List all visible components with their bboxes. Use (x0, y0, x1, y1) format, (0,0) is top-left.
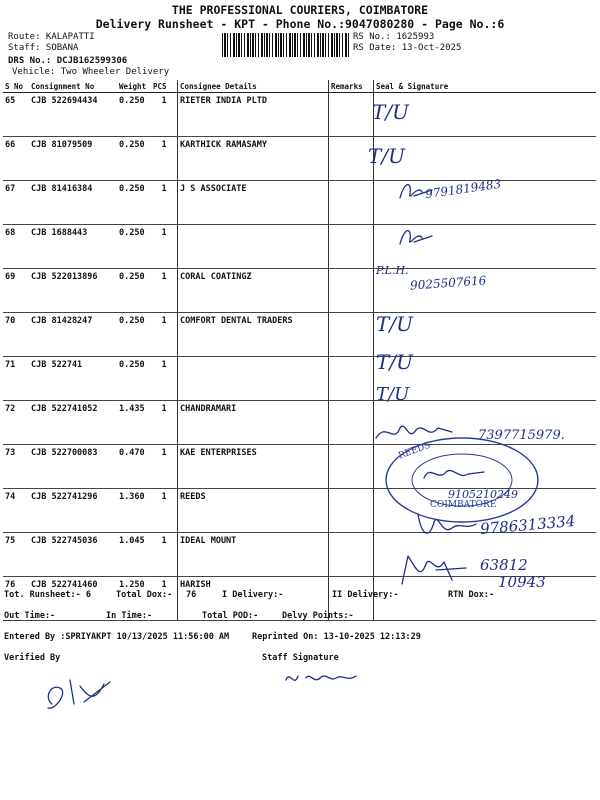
col-seal: Seal & Signature (374, 80, 597, 93)
barcode (222, 33, 350, 57)
cell-pcs: 1 (151, 313, 178, 357)
handwritten-tu-71: T/U (376, 350, 413, 374)
cell-remarks (329, 445, 374, 489)
cell-remarks (329, 533, 374, 577)
cell-pcs: 1 (151, 93, 178, 137)
table-row (3, 93, 596, 137)
cell-remarks (329, 137, 374, 181)
cell-consignee: COMFORT DENTAL TRADERS (178, 313, 329, 357)
drs-number: DRS No.: DCJB162599306 (8, 56, 128, 66)
cell-consignment: CJB 522694434 (29, 93, 117, 137)
total-dox-label: Total Dox:- (116, 590, 173, 600)
cell-consignment: CJB 522745036 (29, 533, 117, 577)
total-runsheet: Tot. Runsheet:- 6 (4, 590, 91, 600)
delvy-points: Delvy Points:- (282, 611, 354, 621)
signature-74 (420, 462, 490, 486)
handwritten-num-76a: 63812 (480, 556, 528, 574)
company-title: THE PROFESSIONAL COURIERS, COIMBATORE (171, 3, 429, 17)
table-row (3, 313, 596, 357)
cell-pcs: 1 (151, 533, 178, 577)
cell-consignee: J S ASSOCIATE (178, 181, 329, 225)
cell-weight: 0.250 (117, 93, 151, 137)
cell-weight: 1.435 (117, 401, 151, 445)
handwritten-tu-66: T/U (368, 144, 405, 168)
cell-consignment: CJB 81416384 (29, 181, 117, 225)
cell-weight: 1.250 (117, 577, 151, 621)
cell-consignee (178, 225, 329, 269)
cell-consignment: CJB 522013896 (29, 269, 117, 313)
signature-76 (396, 550, 476, 590)
cell-sno: 72 (3, 401, 29, 445)
cell-pcs: 1 (151, 401, 178, 445)
handwritten-phone-67: 9791819483 (424, 176, 502, 202)
cell-sno: 67 (3, 181, 29, 225)
i-delivery: I Delivery:- (222, 590, 284, 600)
vehicle-label: Vehicle: Two Wheeler Delivery (12, 67, 170, 77)
cell-weight: 1.045 (117, 533, 151, 577)
stamp-text-bottom: COIMBATORE (430, 500, 497, 510)
cell-weight: 0.250 (117, 313, 151, 357)
stamp-text-top: REEDS (397, 440, 433, 462)
cell-pcs: 1 (151, 137, 178, 181)
verified-by: Verified By (4, 653, 61, 663)
cell-weight: 0.250 (117, 269, 151, 313)
handwritten-phone-73: 7397715979. (478, 428, 565, 443)
staff-signature-label: Staff Signature (262, 653, 339, 663)
cell-sno: 68 (3, 225, 29, 269)
cell-pcs: 1 (151, 269, 178, 313)
cell-sno: 69 (3, 269, 29, 313)
cell-consignment: CJB 522700083 (29, 445, 117, 489)
total-pod: Total POD:- (202, 611, 259, 621)
cell-weight: 0.250 (117, 181, 151, 225)
cell-consignment: CJB 522741 (29, 357, 117, 401)
cell-pcs: 1 (151, 181, 178, 225)
cell-remarks (329, 93, 374, 137)
cell-weight: 0.470 (117, 445, 151, 489)
ii-delivery: II Delivery:- (332, 590, 399, 600)
cell-remarks (329, 269, 374, 313)
col-consignee: Consignee Details (178, 80, 329, 93)
cell-consignee: REEDS (178, 489, 329, 533)
total-dox-value: 76 (186, 590, 197, 600)
handwritten-tu-72: T/U (376, 384, 410, 405)
cell-seal (374, 137, 597, 181)
cell-consignee: IDEAL MOUNT (178, 533, 329, 577)
cell-weight: 0.250 (117, 225, 151, 269)
cell-remarks (329, 181, 374, 225)
cell-remarks (329, 313, 374, 357)
handwritten-phone-69: 9025507616 (409, 273, 487, 293)
rtn-dox: RTN Dox:- (448, 590, 495, 600)
handwritten-name-69: P.L.H. (376, 264, 409, 277)
runsheet-table (3, 80, 596, 621)
out-time: Out Time:- (4, 611, 56, 621)
cell-sno: 71 (3, 357, 29, 401)
cell-consignment: CJB 522741052 (29, 401, 117, 445)
table-row (3, 181, 596, 225)
cell-pcs: 1 (151, 577, 178, 621)
cell-weight: 1.360 (117, 489, 151, 533)
cell-sno: 66 (3, 137, 29, 181)
cell-consignee (178, 357, 329, 401)
cell-consignee: CHANDRAMARI (178, 401, 329, 445)
table-header-row (3, 80, 596, 93)
cell-consignee: KAE ENTERPRISES (178, 445, 329, 489)
cell-pcs: 1 (151, 445, 178, 489)
handwritten-tu-70: T/U (376, 312, 413, 336)
col-pcs: PCS (151, 80, 178, 93)
cell-sno: 74 (3, 489, 29, 533)
cell-sno: 65 (3, 93, 29, 137)
table-row (3, 269, 596, 313)
staff-label: Staff: SOBANA (8, 43, 79, 53)
route-label: Route: KALAPATTI (8, 32, 95, 42)
handwritten-tu-65: T/U (372, 100, 409, 124)
table-row (3, 357, 596, 401)
cell-consignee: RIETER INDIA PLTD (178, 93, 329, 137)
cell-consignment: CJB 81079509 (29, 137, 117, 181)
col-sno: S No (3, 80, 29, 93)
signature-75 (412, 508, 482, 544)
cell-remarks (329, 225, 374, 269)
cell-pcs: 1 (151, 225, 178, 269)
cell-pcs: 1 (151, 357, 178, 401)
rs-number: RS No.: 1625993 (353, 32, 435, 42)
staff-signature (282, 668, 372, 690)
verifier-signature (40, 670, 120, 714)
cell-sno: 75 (3, 533, 29, 577)
table-row (3, 225, 596, 269)
signature-68 (396, 222, 436, 252)
cell-consignee: HARISH (178, 577, 329, 621)
cell-consignee: KARTHICK RAMASAMY (178, 137, 329, 181)
cell-sno: 76 (3, 577, 29, 621)
col-remarks: Remarks (329, 80, 374, 93)
handwritten-phone-75: 9786313334 (479, 511, 577, 539)
handwritten-num-76b: 10943 (498, 573, 546, 591)
table-row (3, 137, 596, 181)
cell-consignment: CJB 1688443 (29, 225, 117, 269)
cell-sno: 70 (3, 313, 29, 357)
reprinted-on: Reprinted On: 13-10-2025 12:13:29 (252, 632, 421, 642)
handwritten-phone-74: 9105210249 (448, 488, 518, 501)
cell-sno: 73 (3, 445, 29, 489)
cell-consignment: CJB 81428247 (29, 313, 117, 357)
cell-weight: 0.250 (117, 137, 151, 181)
in-time: In Time:- (106, 611, 153, 621)
col-consignment: Consignment No (29, 80, 117, 93)
cell-consignment: CJB 522741460 (29, 577, 117, 621)
cell-consignee: CORAL COATINGZ (178, 269, 329, 313)
cell-consignment: CJB 522741296 (29, 489, 117, 533)
cell-remarks (329, 401, 374, 445)
cell-remarks (329, 489, 374, 533)
cell-pcs: 1 (151, 489, 178, 533)
runsheet-subtitle: Delivery Runsheet - KPT - Phone No.:9047080280 - Page No.:6 (95, 17, 505, 31)
cell-remarks (329, 357, 374, 401)
rs-date: RS Date: 13-Oct-2025 (353, 43, 462, 53)
col-weight: Weight (117, 80, 151, 93)
entered-by: Entered By :SPRIYAKPT 10/13/2025 11:56:00 AM (4, 632, 230, 642)
cell-weight: 0.250 (117, 357, 151, 401)
